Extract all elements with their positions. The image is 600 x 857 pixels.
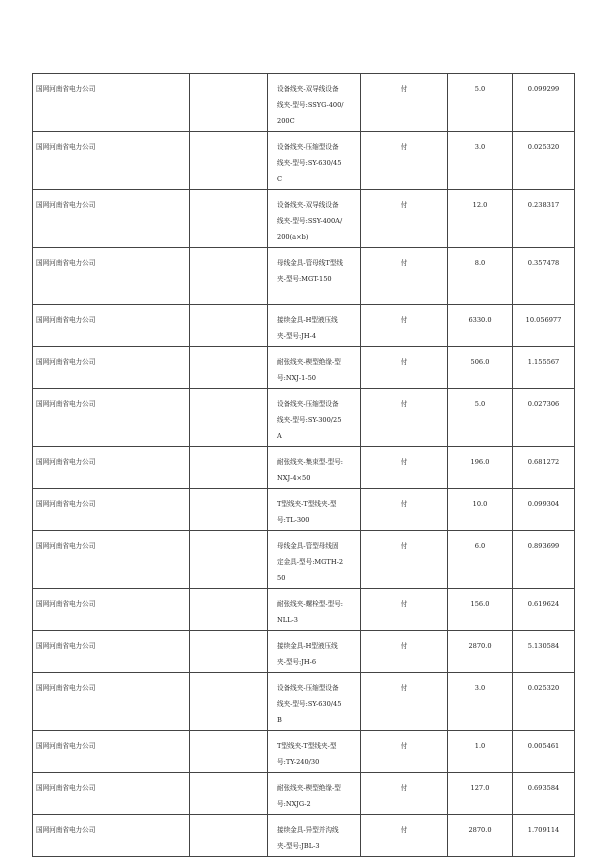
cell-item [190,673,268,731]
cell-company: 国网河南省电力公司 [33,815,190,857]
cell-unit: 付 [361,248,448,305]
table-row [33,815,575,857]
table-row [33,489,575,531]
cell-item [190,132,268,190]
cell-qty: 156.0 [448,589,513,631]
cell-company: 国网河南省电力公司 [33,132,190,190]
cell-amount: 0.099299 [513,74,575,132]
cell-item [190,589,268,631]
cell-name [268,589,361,631]
cell-unit: 付 [361,673,448,731]
table-row [33,773,575,815]
cell-amount: 5.130584 [513,631,575,673]
cell-name [268,248,361,305]
cell-amount: 0.025320 [513,673,575,731]
cell-qty: 6330.0 [448,305,513,347]
cell-name-text: 接续金具-H型液压线夹-型号:JH-4 [277,316,338,340]
cell-name-text: 耐张线夹-集束型-型号:NXJ-4×50 [277,458,344,482]
cell-qty: 3.0 [448,132,513,190]
cell-qty: 5.0 [448,389,513,447]
cell-unit: 付 [361,74,448,132]
table-row [33,531,575,589]
cell-name [268,631,361,673]
cell-item [190,447,268,489]
cell-item [190,631,268,673]
cell-name-text: 耐张线夹-螺栓型-型号:NLL-3 [277,600,344,624]
table-row [33,447,575,489]
cell-qty: 127.0 [448,773,513,815]
cell-item [190,731,268,773]
cell-amount: 0.238317 [513,190,575,248]
cell-unit: 付 [361,389,448,447]
cell-name [268,74,361,132]
cell-qty: 2870.0 [448,815,513,857]
material-table [32,73,575,857]
cell-name [268,815,361,857]
cell-name-text: 母线金具-管型母线固定金具-型号:MGTH-250 [277,542,344,582]
cell-amount: 1.709114 [513,815,575,857]
cell-item [190,248,268,305]
cell-amount: 0.099304 [513,489,575,531]
cell-unit: 付 [361,489,448,531]
cell-name [268,389,361,447]
cell-item [190,389,268,447]
cell-company: 国网河南省电力公司 [33,773,190,815]
cell-name-text: 母线金具-管母线T型线夹-型号:MGT-150 [277,259,343,283]
cell-unit: 付 [361,631,448,673]
cell-company: 国网河南省电力公司 [33,389,190,447]
cell-unit: 付 [361,773,448,815]
cell-name [268,190,361,248]
cell-amount: 0.893699 [513,531,575,589]
cell-name-text: T型线夹-T型线夹-型号:TL-300 [277,500,337,524]
cell-unit: 付 [361,190,448,248]
cell-qty: 12.0 [448,190,513,248]
cell-unit: 付 [361,731,448,773]
cell-name-text: T型线夹-T型线夹-型号:TY-240/30 [277,742,337,766]
cell-company: 国网河南省电力公司 [33,248,190,305]
cell-qty: 6.0 [448,531,513,589]
table-row [33,74,575,132]
table-row [33,132,575,190]
cell-unit: 付 [361,815,448,857]
cell-company: 国网河南省电力公司 [33,673,190,731]
cell-name [268,347,361,389]
cell-name-text: 耐张线夹-楔型绝缘-型号:NXJ-1-50 [277,358,341,382]
cell-name [268,673,361,731]
cell-amount: 0.357478 [513,248,575,305]
cell-amount: 10.056977 [513,305,575,347]
table-body [33,74,575,857]
table-row [33,248,575,305]
table-row [33,673,575,731]
cell-qty: 2870.0 [448,631,513,673]
cell-company: 国网河南省电力公司 [33,731,190,773]
cell-unit: 付 [361,347,448,389]
cell-item [190,531,268,589]
cell-name-text: 耐张线夹-楔型绝缘-型号:NXJG-2 [277,784,341,808]
table-row [33,190,575,248]
cell-name-text: 设备线夹-双导线设备线夹-型号:SSYG-400/200C [277,85,344,125]
cell-company: 国网河南省电力公司 [33,347,190,389]
cell-company: 国网河南省电力公司 [33,190,190,248]
cell-qty: 196.0 [448,447,513,489]
cell-name-text: 设备线夹-压缩型设备线夹-型号:SY-630/45C [277,143,342,183]
cell-qty: 1.0 [448,731,513,773]
cell-qty: 3.0 [448,673,513,731]
cell-amount: 0.693584 [513,773,575,815]
cell-amount: 0.619624 [513,589,575,631]
cell-qty: 506.0 [448,347,513,389]
cell-company: 国网河南省电力公司 [33,631,190,673]
cell-company: 国网河南省电力公司 [33,531,190,589]
cell-unit: 付 [361,305,448,347]
cell-name [268,531,361,589]
cell-item [190,489,268,531]
cell-amount: 0.027306 [513,389,575,447]
cell-company: 国网河南省电力公司 [33,447,190,489]
cell-amount: 0.005461 [513,731,575,773]
cell-qty: 8.0 [448,248,513,305]
cell-amount: 0.681272 [513,447,575,489]
cell-name-text: 设备线夹-压缩型设备线夹-型号:SY-300/25A [277,400,342,440]
table-row [33,589,575,631]
cell-name [268,132,361,190]
cell-item [190,305,268,347]
cell-company: 国网河南省电力公司 [33,589,190,631]
cell-unit: 付 [361,531,448,589]
cell-item [190,773,268,815]
cell-item [190,190,268,248]
cell-amount: 0.025320 [513,132,575,190]
cell-name [268,447,361,489]
cell-unit: 付 [361,132,448,190]
table-row [33,389,575,447]
cell-company: 国网河南省电力公司 [33,489,190,531]
cell-name [268,305,361,347]
cell-qty: 5.0 [448,74,513,132]
cell-name-text: 设备线夹-压缩型设备线夹-型号:SY-630/45B [277,684,342,724]
cell-company: 国网河南省电力公司 [33,305,190,347]
table-row [33,347,575,389]
cell-name-text: 接续金具-H型液压线夹-型号:JH-6 [277,642,338,666]
cell-name-text: 设备线夹-双导线设备线夹-型号:SSY-400A/200(a×b) [277,201,343,241]
cell-name [268,731,361,773]
table-row [33,731,575,773]
cell-unit: 付 [361,589,448,631]
cell-name-text: 接续金具-异型并沟线夹-型号:JBL-3 [277,826,339,850]
table-row [33,305,575,347]
cell-name [268,489,361,531]
cell-name [268,773,361,815]
cell-qty: 10.0 [448,489,513,531]
table-row [33,631,575,673]
cell-amount: 1.155567 [513,347,575,389]
cell-item [190,74,268,132]
cell-item [190,815,268,857]
cell-unit: 付 [361,447,448,489]
cell-company: 国网河南省电力公司 [33,74,190,132]
cell-item [190,347,268,389]
